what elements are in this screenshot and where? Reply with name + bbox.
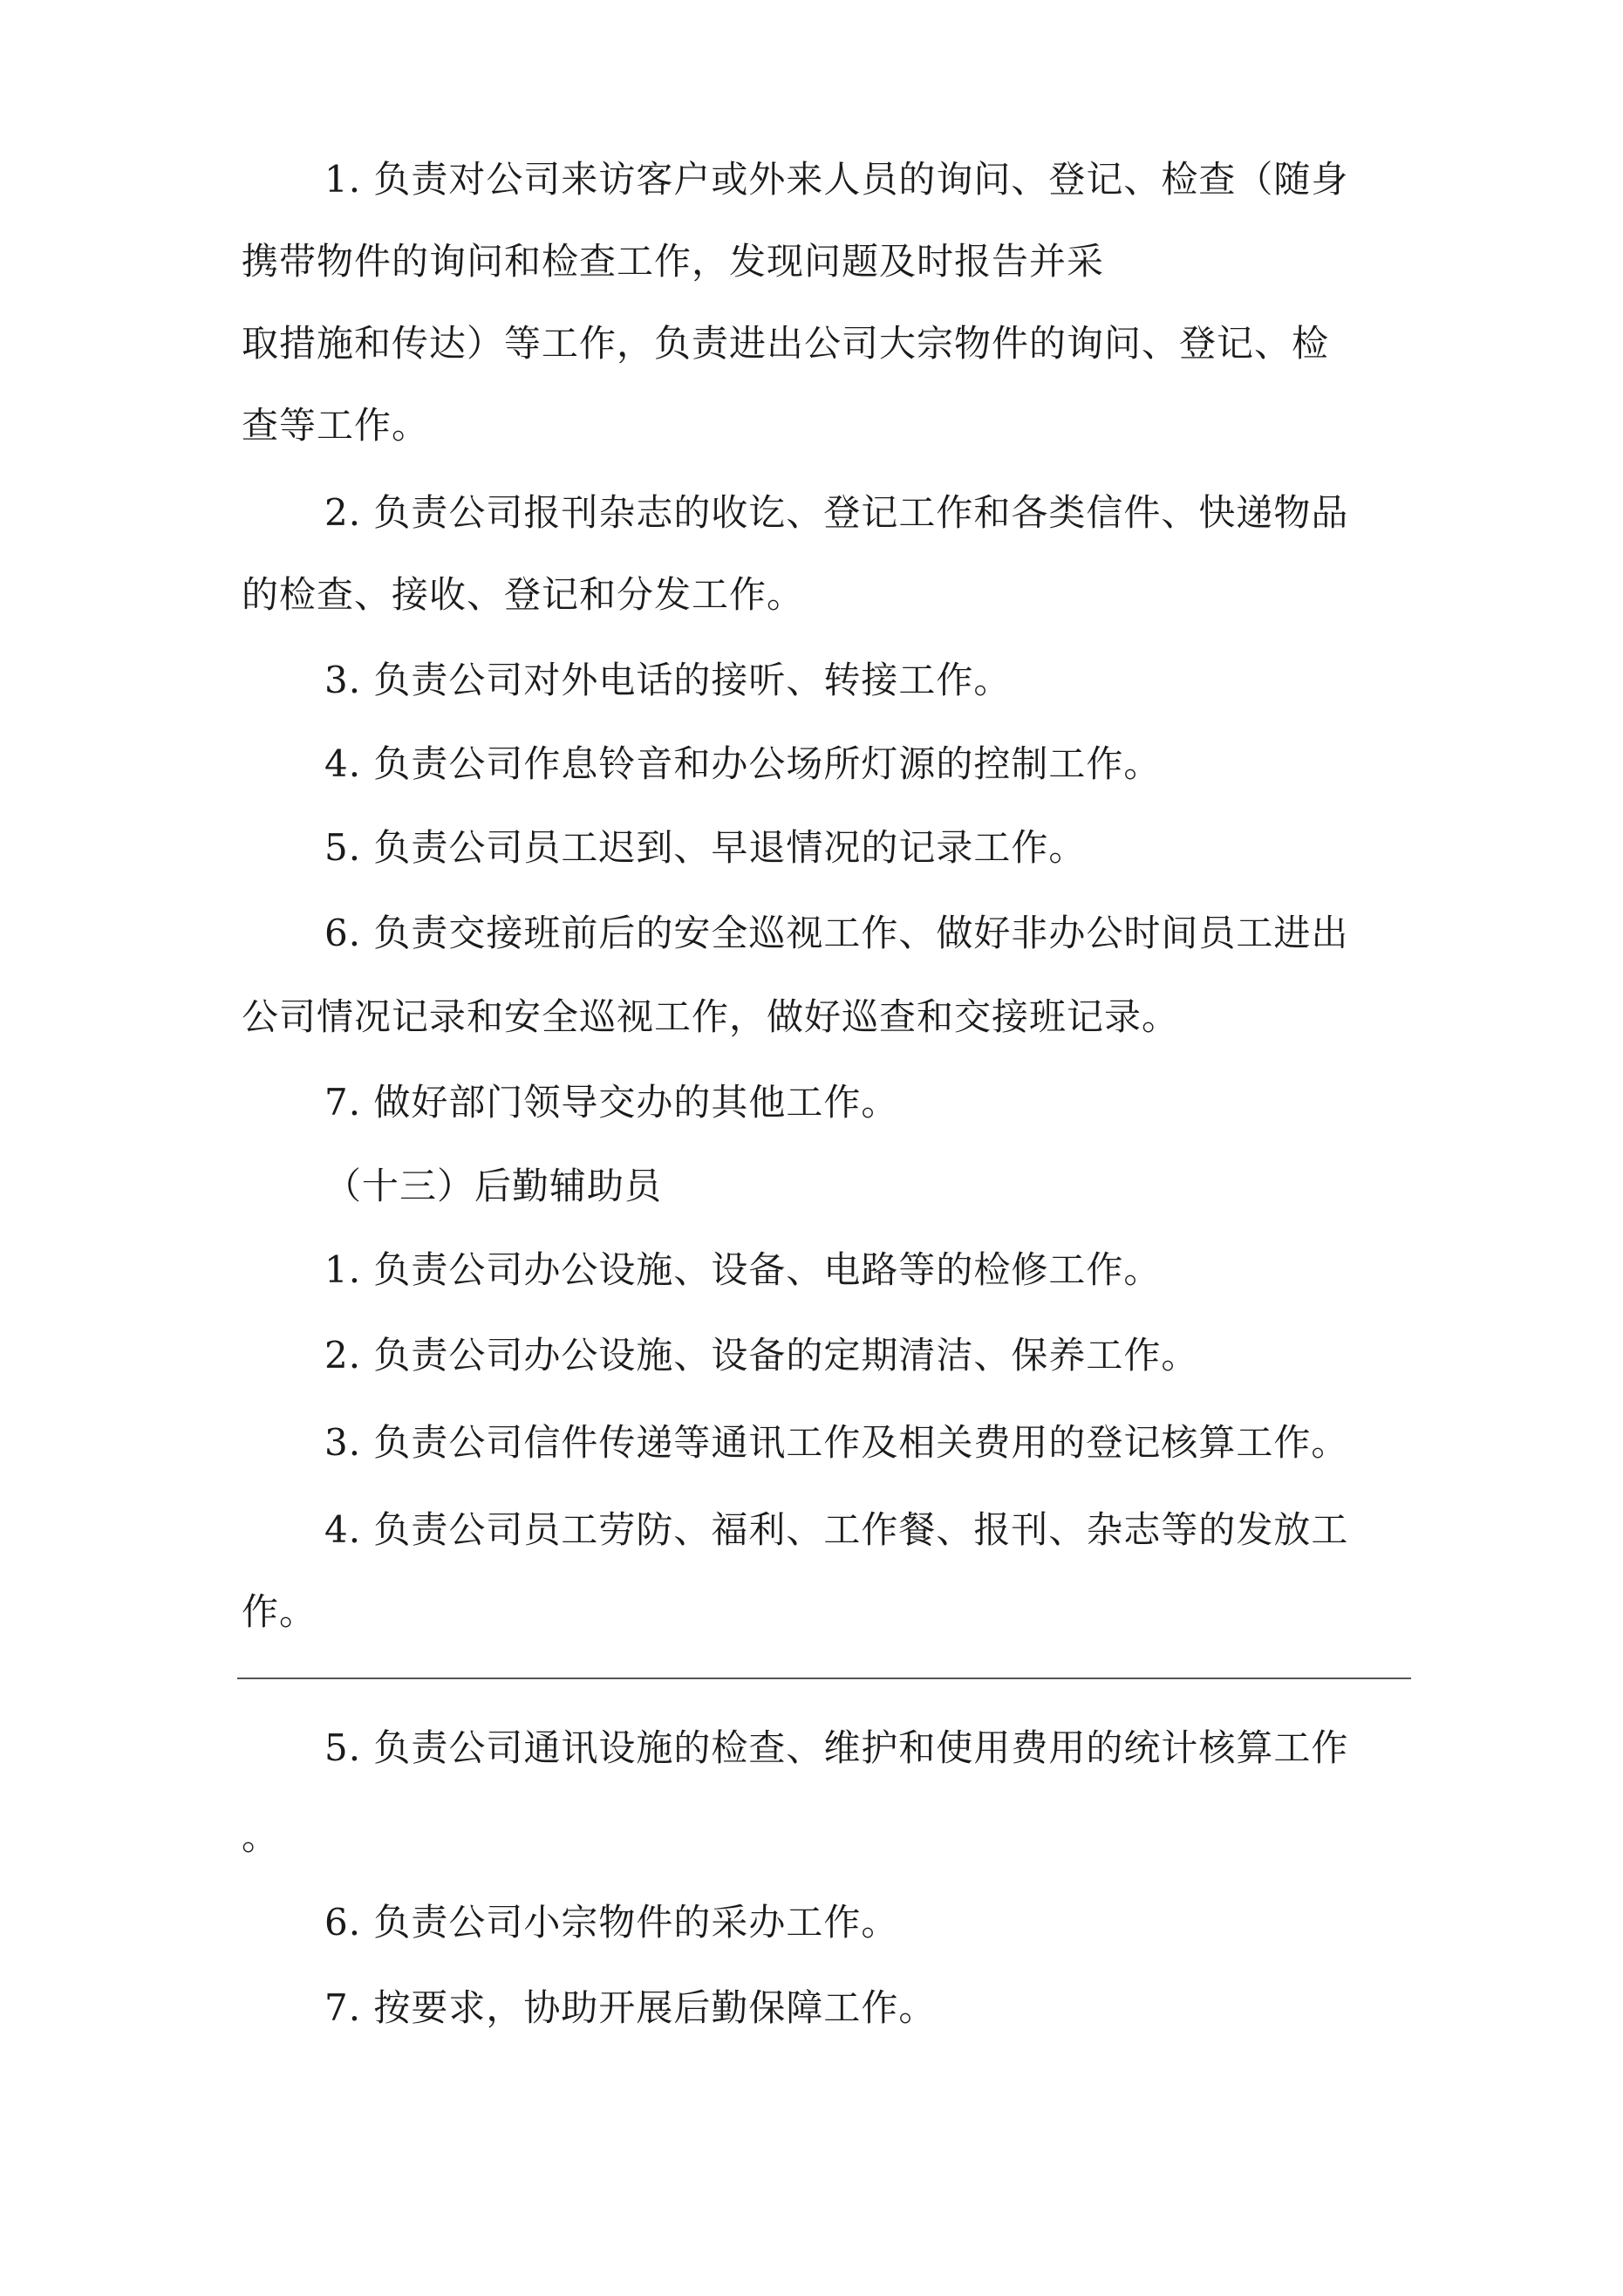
- s1-item4: 4. 负责公司作息铃音和办公场所灯源的控制工作。: [324, 742, 1162, 785]
- s1-item1-line3: 取措施和传达）等工作，负责进出公司大宗物件的询问、登记、检: [242, 322, 1330, 365]
- s1-item1-line4: 查等工作。: [242, 404, 430, 447]
- s2-item1: 1. 负责公司办公设施、设备、电路等的检修工作。: [324, 1248, 1162, 1291]
- s1-item7: 7. 做好部门领导交办的其他工作。: [324, 1081, 899, 1124]
- page-divider: [237, 1678, 1411, 1679]
- s2-item5-line2: 。: [242, 1815, 280, 1858]
- s1-item5: 5. 负责公司员工迟到、早退情况的记录工作。: [324, 826, 1087, 869]
- s2-item4-line2: 作。: [242, 1590, 317, 1633]
- s1-item2-line2: 的检查、接收、登记和分发工作。: [242, 573, 805, 616]
- s1-item1-line2: 携带物件的询问和检查工作，发现问题及时报告并采: [242, 240, 1105, 283]
- s2-item5-line1: 5. 负责公司通讯设施的检查、维护和使用费用的统计核算工作: [324, 1726, 1349, 1769]
- s2-item6: 6. 负责公司小宗物件的采办工作。: [324, 1901, 899, 1944]
- s1-item1-line1: 1. 负责对公司来访客户或外来人员的询问、登记、检查（随身: [324, 158, 1349, 201]
- s2-heading: （十三）后勤辅助员: [324, 1165, 663, 1207]
- s1-item3: 3. 负责公司对外电话的接听、转接工作。: [324, 659, 1012, 701]
- s2-item2: 2. 负责公司办公设施、设备的定期清洁、保养工作。: [324, 1334, 1199, 1377]
- s1-item2-line1: 2. 负责公司报刊杂志的收讫、登记工作和各类信件、快递物品: [324, 491, 1349, 534]
- s2-item3: 3. 负责公司信件传递等通讯工作及相关费用的登记核算工作。: [324, 1421, 1349, 1464]
- s2-item4-line1: 4. 负责公司员工劳防、福利、工作餐、报刊、杂志等的发放工: [324, 1508, 1349, 1551]
- s1-item6-line1: 6. 负责交接班前后的安全巡视工作、做好非办公时间员工进出: [324, 912, 1349, 954]
- s1-item6-line2: 公司情况记录和安全巡视工作，做好巡查和交接班记录。: [242, 995, 1180, 1038]
- s2-item7: 7. 按要求，协助开展后勤保障工作。: [324, 1986, 937, 2029]
